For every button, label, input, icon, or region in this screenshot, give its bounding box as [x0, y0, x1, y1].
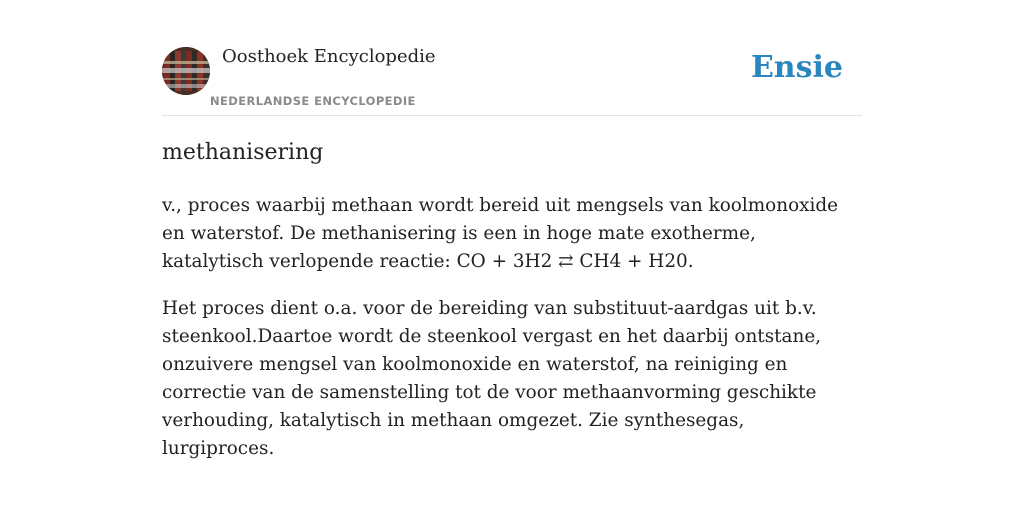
site-subtitle: NEDERLANDSE ENCYCLOPEDIE: [210, 94, 416, 108]
site-header: [162, 0, 862, 116]
link-synthesegas[interactable]: synthesegas: [624, 410, 739, 431]
link-lurgiproces[interactable]: lurgiproces: [162, 438, 269, 459]
paragraph-text: Het proces dient o.a. voor de bereiding van substituut-aardgas uit b.v. steenkool.Daartoe wordt de steenkool vergast en het daarbij ontstane, onzuivere mengsel van koolmonoxide en waterstof, na reiniging en correctie van de samenstelling tot de voor methaanvorming geschikte verhouding, katalytisch in methaan omgezet. Zie: [162, 298, 822, 431]
entry-paragraph: v., proces waarbij methaan wordt bereid uit mengsels van koolmonoxide en waterstof. De methanisering is een in hoge mate exotherme, katalytisch verlopende reactie: CO + 3H2 ⇄ CH4 + H20.: [162, 195, 839, 272]
entry-paragraph: [162, 295, 862, 463]
entry-content: [162, 192, 862, 482]
entry-headword: methanisering: [162, 140, 324, 165]
link-separator: ,: [738, 410, 745, 431]
site-title[interactable]: Oosthoek Encyclopedie: [222, 46, 436, 67]
page: [162, 0, 862, 512]
encyclopedia-books-icon[interactable]: [162, 47, 210, 95]
ensie-logo[interactable]: Ensie: [750, 50, 843, 85]
sentence-end: .: [268, 438, 275, 459]
